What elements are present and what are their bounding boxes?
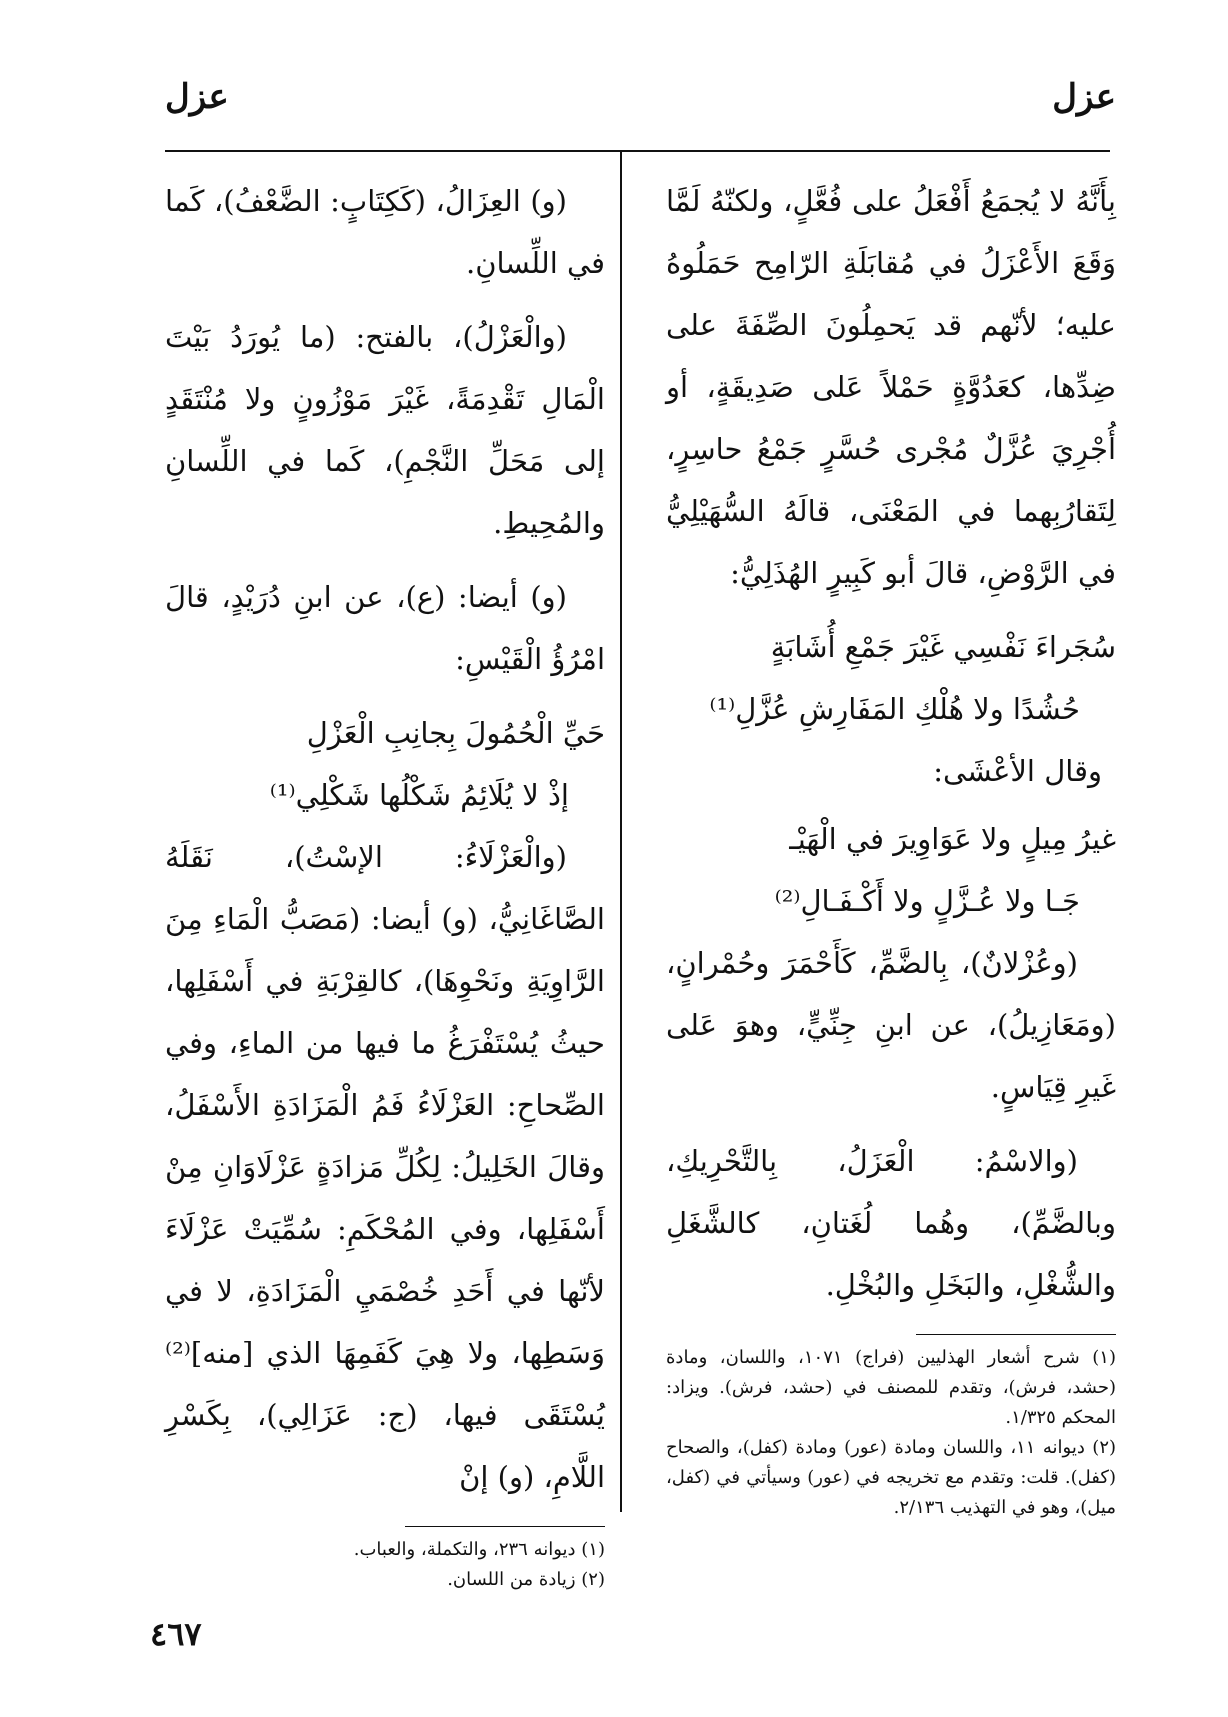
running-head-right: عزل xyxy=(1052,77,1116,117)
page-number: ٤٦٧ xyxy=(150,1615,202,1653)
header-rule xyxy=(165,150,1110,152)
entry-ism: (والاسْمُ: الْعَزَلُ، بِالتَّحْرِيكِ، وبالضَّمِّ)، وهُما لُغَتانِ، كالشَّغَلِ والشُّغْلِ، والبَخَلِ والبُخْلِ. xyxy=(666,1144,1116,1302)
verse-imru-line1: حَيِّ الْحُمُولَ بِجانِبِ الْعَزْلِ xyxy=(306,716,605,750)
entry-izal: (و) العِزَالُ، (كَكِتَابٍ: الضَّعْفُ)، كَما في اللِّسانِ. xyxy=(165,184,605,280)
left-column xyxy=(165,170,605,1595)
entry-azl: (والْعَزْلُ)، بالفتح: (ما يُورَدُ بَيْتَ الْمَالِ تَقْدِمَةً، غَيْرَ مَوْزُونٍ ولا مُنْتَقَدٍ إلى مَحَلِّ النَّجْمِ)، كَما في اللِّسانِ والمُحِيطِ. xyxy=(165,320,605,540)
footnote-rule-left xyxy=(405,1526,605,1527)
footnote-left-2: (٢) زيادة من اللسان. xyxy=(447,1569,605,1590)
footnote-right-1: (١) شرح أشعار الهذليين (فراج) ١٠٧١، واللسان، ومادة (حشد، فرش)، وتقدم للمصنف في (حشد، فرش). ويزاد: المحكم ١/٣٢٥. xyxy=(666,1347,1116,1428)
right-column xyxy=(666,170,1116,1523)
entry-azla: (والْعَزْلَاءُ: الإسْتُ)، نَقَلَهُ الصَّاغَانِيُّ، (و) أيضا: (مَصَبُّ الْمَاءِ مِنَ الرَّاوِيَةِ ونَحْوِهَا)، كالقِرْبَةِ في أَسْفَلِها، حيثُ يُسْتَفْرَغُ ما فيها من الماءِ، وفي الصِّحاحِ: العَزْلَاءُ فَمُ الْمَزَادَةِ الأَسْفَلُ، وقالَ الخَلِيلُ: لِكُلِّ مَزادَةٍ عَزْلَاوَانِ مِنْ أَسْفَلِها، وفي المُحْكَمِ: سُمِّيَتْ عَزْلَاءَ لأنّها في أَحَدِ خُصْمَيِ الْمَزَادَةِ، لا في وَسَطِها، ولا هِيَ كَفَمِهَا الذي [منه]⁽²⁾ يُسْتَقَى فيها، (ج: عَزَالِي)، بِكَسْرِ اللَّامِ، (و) إنْ xyxy=(165,840,605,1494)
entry-ayn: (و) أيضا: (ع)، عن ابنِ دُرَيْدٍ، قالَ امْرُؤُ الْقَيْسِ: xyxy=(165,580,605,676)
verse-aasha-line1: غيرُ مِيلٍ ولا عَوَاوِيرَ في الْهَيْـ xyxy=(789,822,1116,856)
right-para-continuation: بِأَنَّهُ لا يُجمَعُ أَفْعَلُ على فُعَّلٍ، ولكنّهُ لَمَّا وَقَعَ الأَعْزَلُ في مُقابَلَةِ الرّامِح حَمَلُوهُ عليه؛ لأنّهم قد يَحمِلُونَ الصِّفَةَ على ضِدِّها، كعَدُوَّةٍ حَمْلاً عَلى صَدِيقَةٍ، أو أُجْرِيَ عُزَّلٌ مُجْرى حُسَّرٍ جَمْعُ حاسِرٍ، لِتَقارُبِهما في المَعْنَى، قالَهُ السُّهَيْلِيُّ في الرَّوْضِ، قالَ أبو كَبِيرٍ الهُذَلِيُّ: xyxy=(666,184,1116,590)
footnote-left-1: (١) ديوانه ٢٣٦، والتكملة، والعباب. xyxy=(353,1539,605,1560)
footnote-right-2: (٢) ديوانه ١١، واللسان ومادة (عور) ومادة (كفل)، والصحاح (كفل). قلت: وتقدم مع تخريجه في (عور) وسيأتي في (كفل، ميل)، وهو في التهذيب ٢/١٣٦. xyxy=(666,1437,1117,1518)
verse-aasha-line2: جَـا ولا عُـزَّلٍ ولا أَكْـفَـالِ⁽²⁾ xyxy=(774,884,1080,918)
verse-abu-kabir-line1: سُجَراءَ نَفْسِي غَيْرَ جَمْعِ أُشَابَةٍ xyxy=(770,630,1116,664)
column-divider xyxy=(620,152,622,1512)
label-aasha: وقال الأعْشَى: xyxy=(933,754,1102,788)
entry-ozlan: (وعُزْلانٌ)، بِالضَّمِّ، كَأَحْمَرَ وحُمْرانٍ، (ومَعَازِيلُ)، عن ابنِ جِنِّيٍّ، وهوَ عَلى غَيرِ قِيَاسٍ. xyxy=(666,946,1116,1104)
footnote-rule-right xyxy=(916,1334,1116,1335)
verse-abu-kabir-line2: حُشُدًا ولا هُلْكِ المَفَارِشِ عُزَّلِ⁽¹⁾ xyxy=(709,692,1080,726)
running-head-left: عزل xyxy=(165,77,229,117)
verse-imru-line2: إذْ لا يُلَائِمُ شَكْلُها شَكْلِي⁽¹⁾ xyxy=(269,778,569,812)
